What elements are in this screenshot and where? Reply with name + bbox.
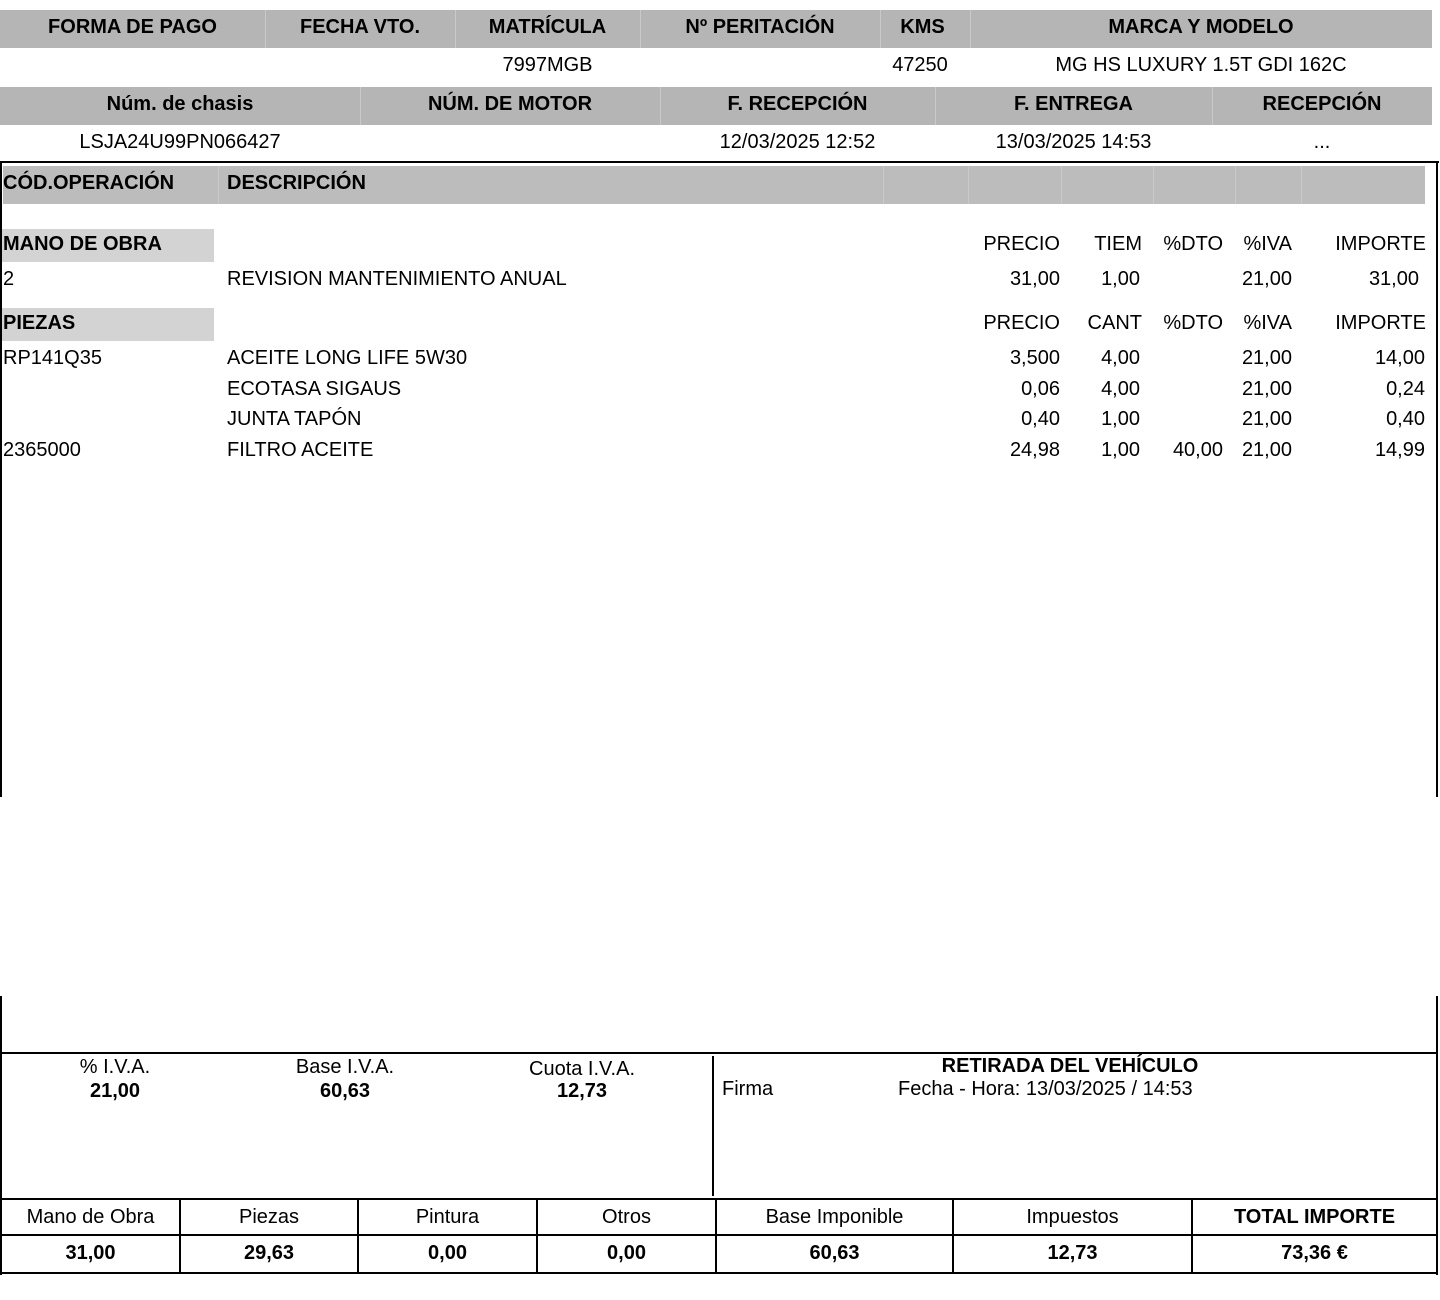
label-forma-pago: FORMA DE PAGO [48,16,217,38]
mo-col-tiem: TIEM [1094,233,1142,255]
mo-col-importe: IMPORTE [1335,233,1426,255]
pz-col-iva: %IVA [1243,312,1292,334]
total-value-mano-obra: 31,00 [65,1242,116,1264]
pz-precio: 0,06 [1021,378,1060,400]
label-marca-modelo: MARCA Y MODELO [1108,16,1294,38]
mo-col-precio: PRECIO [983,233,1060,255]
pz-codigo: RP141Q35 [3,347,102,369]
iva-pct-label: % I.V.A. [79,1056,151,1078]
total-value-total-importe: 73,36 € [1281,1242,1348,1264]
iva-base-value: 60,63 [319,1080,371,1102]
value-f-recepcion: 12/03/2025 12:52 [719,131,876,153]
mo-cant: 1,00 [1101,268,1140,290]
label-f-entrega: F. ENTREGA [1014,93,1133,115]
label-matricula: MATRÍCULA [488,16,607,38]
total-value-base-imponible: 60,63 [809,1242,860,1264]
retirada-fecha-hora: Fecha - Hora: 13/03/2025 / 14:53 [898,1078,1193,1100]
pz-col-importe: IMPORTE [1335,312,1426,334]
retirada-title: RETIRADA DEL VEHÍCULO [941,1055,1199,1077]
total-value-pintura: 0,00 [428,1242,467,1264]
retirada-firma: Firma [722,1078,774,1100]
pz-codigo: 2365000 [3,439,81,461]
mo-precio: 31,00 [1009,268,1060,290]
mo-codigo: 2 [3,268,15,290]
iva-base-label: Base I.V.A. [295,1056,395,1078]
pz-importe: 14,00 [1374,347,1425,369]
total-label-otros: Otros [602,1206,651,1228]
pz-col-precio: PRECIO [983,312,1060,334]
col-header-codigo: CÓD.OPERACIÓN [3,172,175,194]
pz-importe: 0,40 [1386,408,1425,430]
totals-mid-line [2,1234,1438,1236]
value-matricula: 7997MGB [502,54,593,76]
value-chasis: LSJA24U99PN066427 [79,131,281,153]
retirada-divider [712,1056,714,1196]
pz-col-cant: CANT [1087,312,1142,334]
iva-pct-value: 21,00 [89,1080,141,1102]
pz-iva: 21,00 [1241,408,1292,430]
footer-top-line [0,1052,1438,1054]
value-marca-modelo: MG HS LUXURY 1.5T GDI 162C [1055,54,1347,76]
section-mano-obra-title: MANO DE OBRA [3,233,162,255]
label-peritacion: Nº PERITACIÓN [685,16,835,38]
total-value-otros: 0,00 [607,1242,646,1264]
mo-col-iva: %IVA [1243,233,1292,255]
pz-cant: 4,00 [1101,378,1140,400]
label-chasis: Núm. de chasis [106,93,254,115]
iva-cuota-label: Cuota I.V.A. [529,1058,635,1080]
total-label-piezas: Piezas [238,1206,300,1228]
section-piezas-title: PIEZAS [3,312,76,334]
totals-top-line [2,1198,1438,1200]
pz-cant: 1,00 [1101,439,1140,461]
total-label-base-imponible: Base Imponible [765,1206,904,1228]
pz-descripcion: ACEITE LONG LIFE 5W30 [227,347,468,369]
table-top-border [0,161,1439,163]
label-motor: NÚM. DE MOTOR [427,93,593,115]
pz-iva: 21,00 [1241,439,1292,461]
value-kms: 47250 [892,54,948,76]
total-label-pintura: Pintura [415,1206,480,1228]
pz-importe: 0,24 [1386,378,1425,400]
pz-iva: 21,00 [1241,378,1292,400]
total-value-impuestos: 12,73 [1047,1242,1098,1264]
pz-importe: 14,99 [1374,439,1425,461]
pz-dto: 40,00 [1172,439,1223,461]
total-value-piezas: 29,63 [243,1242,295,1264]
mo-descripcion: REVISION MANTENIMIENTO ANUAL [227,268,567,290]
mo-importe: 31,00 [1368,268,1419,290]
pz-descripcion: ECOTASA SIGAUS [227,378,402,400]
total-label-impuestos: Impuestos [1026,1206,1119,1228]
pz-precio: 24,98 [1009,439,1060,461]
pz-descripcion: JUNTA TAPÓN [227,408,362,430]
totals-bottom-line [0,1272,1438,1274]
pz-precio: 3,500 [1009,347,1060,369]
label-recepcion: RECEPCIÓN [1262,93,1382,115]
table-right-border-upper [1436,161,1438,797]
total-label-mano-obra: Mano de Obra [26,1206,155,1228]
table-header-bar [3,166,1425,204]
pz-precio: 0,40 [1021,408,1060,430]
pz-cant: 1,00 [1101,408,1140,430]
mo-col-dto: %DTO [1163,233,1223,255]
mo-iva: 21,00 [1241,268,1292,290]
label-f-recepcion: F. RECEPCIÓN [727,93,868,115]
label-kms: KMS [900,16,945,38]
value-f-entrega: 13/03/2025 14:53 [995,131,1152,153]
col-header-descripcion: DESCRIPCIÓN [227,172,366,194]
pz-cant: 4,00 [1101,347,1140,369]
value-recepcion: ... [1313,131,1331,153]
pz-descripcion: FILTRO ACEITE [227,439,374,461]
pz-col-dto: %DTO [1163,312,1223,334]
total-label-total-importe: TOTAL IMPORTE [1233,1206,1396,1228]
pz-iva: 21,00 [1241,347,1292,369]
label-fecha-vto: FECHA VTO. [299,16,420,38]
iva-cuota-value: 12,73 [556,1080,608,1102]
